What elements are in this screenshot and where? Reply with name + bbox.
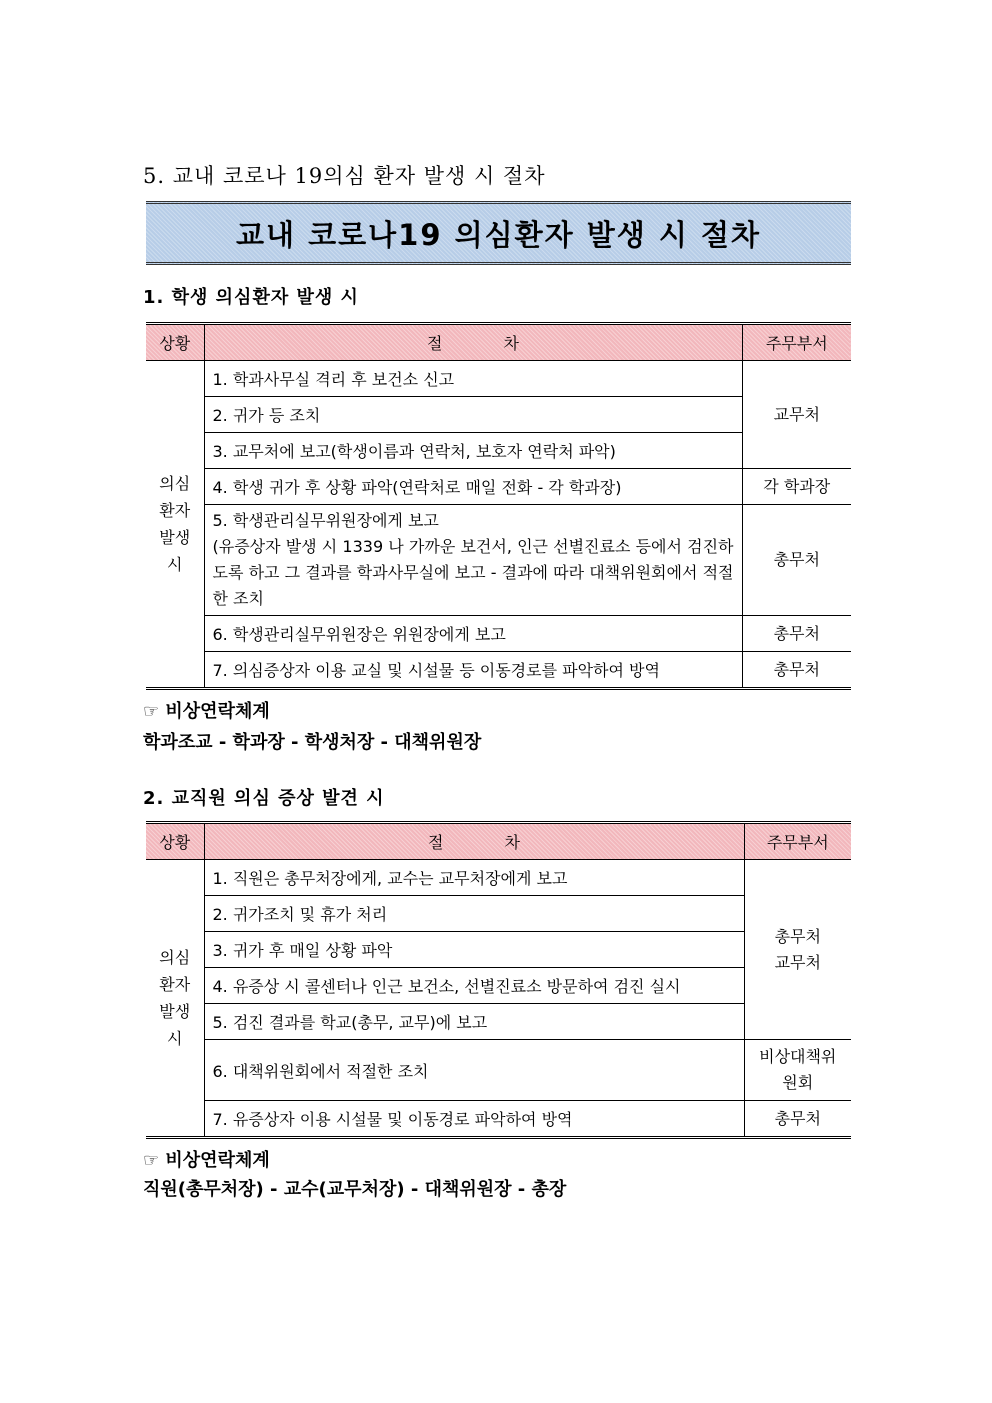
section2-contact-chain: 직원(총무처장) - 교수(교무처장) - 대책위원장 - 총장 bbox=[143, 1179, 567, 1200]
header-department: 주무부서 bbox=[744, 823, 851, 860]
section1-contact-chain: 학과조교 - 학과장 - 학생처장 - 대책위원장 bbox=[143, 732, 482, 753]
header-department: 주무부서 bbox=[742, 324, 851, 361]
table-row bbox=[146, 1040, 851, 1101]
situation-cell: 의심 환자 발생 시 bbox=[146, 860, 204, 1138]
table-row bbox=[146, 505, 851, 616]
header-situation: 상황 bbox=[146, 823, 204, 860]
dept-cell: 비상대책위 원회 bbox=[744, 1040, 851, 1101]
step-cell: 4. 학생 귀가 후 상황 파악(연락처로 매일 전화 - 각 학과장) bbox=[204, 469, 742, 505]
step-cell: 2. 귀가 등 조치 bbox=[204, 397, 742, 433]
step-cell: 4. 유증상 시 콜센터나 인근 보건소, 선별진료소 방문하여 검진 실시 bbox=[204, 968, 744, 1004]
title-banner bbox=[146, 201, 851, 265]
header-procedure: 절 차 bbox=[204, 324, 742, 361]
banner-title: 교내 코로나19 의심환자 발생 시 절차 bbox=[235, 217, 762, 252]
step-cell: 7. 의심증상자 이용 교실 및 시설물 등 이동경로를 파악하여 방역 bbox=[204, 652, 742, 689]
table-row bbox=[146, 1101, 851, 1138]
step-cell: 3. 교무처에 보고(학생이름과 연락처, 보호자 연락처 파악) bbox=[204, 433, 742, 469]
document-heading: 5. 교내 코로나 19의심 환자 발생 시 절차 bbox=[143, 164, 546, 188]
step-cell: 5. 검진 결과를 학교(총무, 교무)에 보고 bbox=[204, 1004, 744, 1040]
header-situation: 상황 bbox=[146, 324, 204, 361]
dept-cell: 총무처 교무처 bbox=[744, 860, 851, 1040]
staff-procedure-table bbox=[146, 821, 851, 1139]
situation-cell: 의심 환자 발생 시 bbox=[146, 361, 204, 689]
dept-cell: 총무처 bbox=[742, 505, 851, 616]
dept-cell: 각 학과장 bbox=[742, 469, 851, 505]
table-row bbox=[146, 616, 851, 652]
dept-cell: 교무처 bbox=[742, 361, 851, 469]
table-row bbox=[146, 361, 851, 397]
student-procedure-table bbox=[146, 322, 851, 690]
table-row bbox=[146, 469, 851, 505]
step-cell: 6. 학생관리실무위원장은 위원장에게 보고 bbox=[204, 616, 742, 652]
section1-contact-title: ☞ 비상연락체계 bbox=[143, 701, 270, 722]
header-procedure: 절 차 bbox=[204, 823, 744, 860]
step-cell: 5. 학생관리실무위원장에게 보고 (유증상자 발생 시 1339 나 가까운 보건서, 인근 선별진료소 등에서 검진하도록 하고 그 결과를 학과사무실에 보고 - 결과에 따라 대책위원회에서 적절한 조치 bbox=[204, 505, 742, 616]
step-cell: 2. 귀가조치 및 휴가 처리 bbox=[204, 896, 744, 932]
step-cell: 6. 대책위원회에서 적절한 조치 bbox=[204, 1040, 744, 1101]
step-cell: 3. 귀가 후 매일 상황 파악 bbox=[204, 932, 744, 968]
step-cell: 7. 유증상자 이용 시설물 및 이동경로 파악하여 방역 bbox=[204, 1101, 744, 1138]
step-cell: 1. 직원은 총무처장에게, 교수는 교무처장에게 보고 bbox=[204, 860, 744, 896]
section2-title: 2. 교직원 의심 증상 발견 시 bbox=[143, 788, 385, 809]
table-row bbox=[146, 860, 851, 896]
dept-cell: 총무처 bbox=[742, 652, 851, 689]
dept-cell: 총무처 bbox=[744, 1101, 851, 1138]
section2-contact-title: ☞ 비상연락체계 bbox=[143, 1150, 270, 1171]
table-row bbox=[146, 652, 851, 689]
table-header-row bbox=[146, 324, 851, 361]
step-cell: 1. 학과사무실 격리 후 보건소 신고 bbox=[204, 361, 742, 397]
dept-cell: 총무처 bbox=[742, 616, 851, 652]
table-header-row bbox=[146, 823, 851, 860]
section1-title: 1. 학생 의심환자 발생 시 bbox=[143, 287, 359, 308]
